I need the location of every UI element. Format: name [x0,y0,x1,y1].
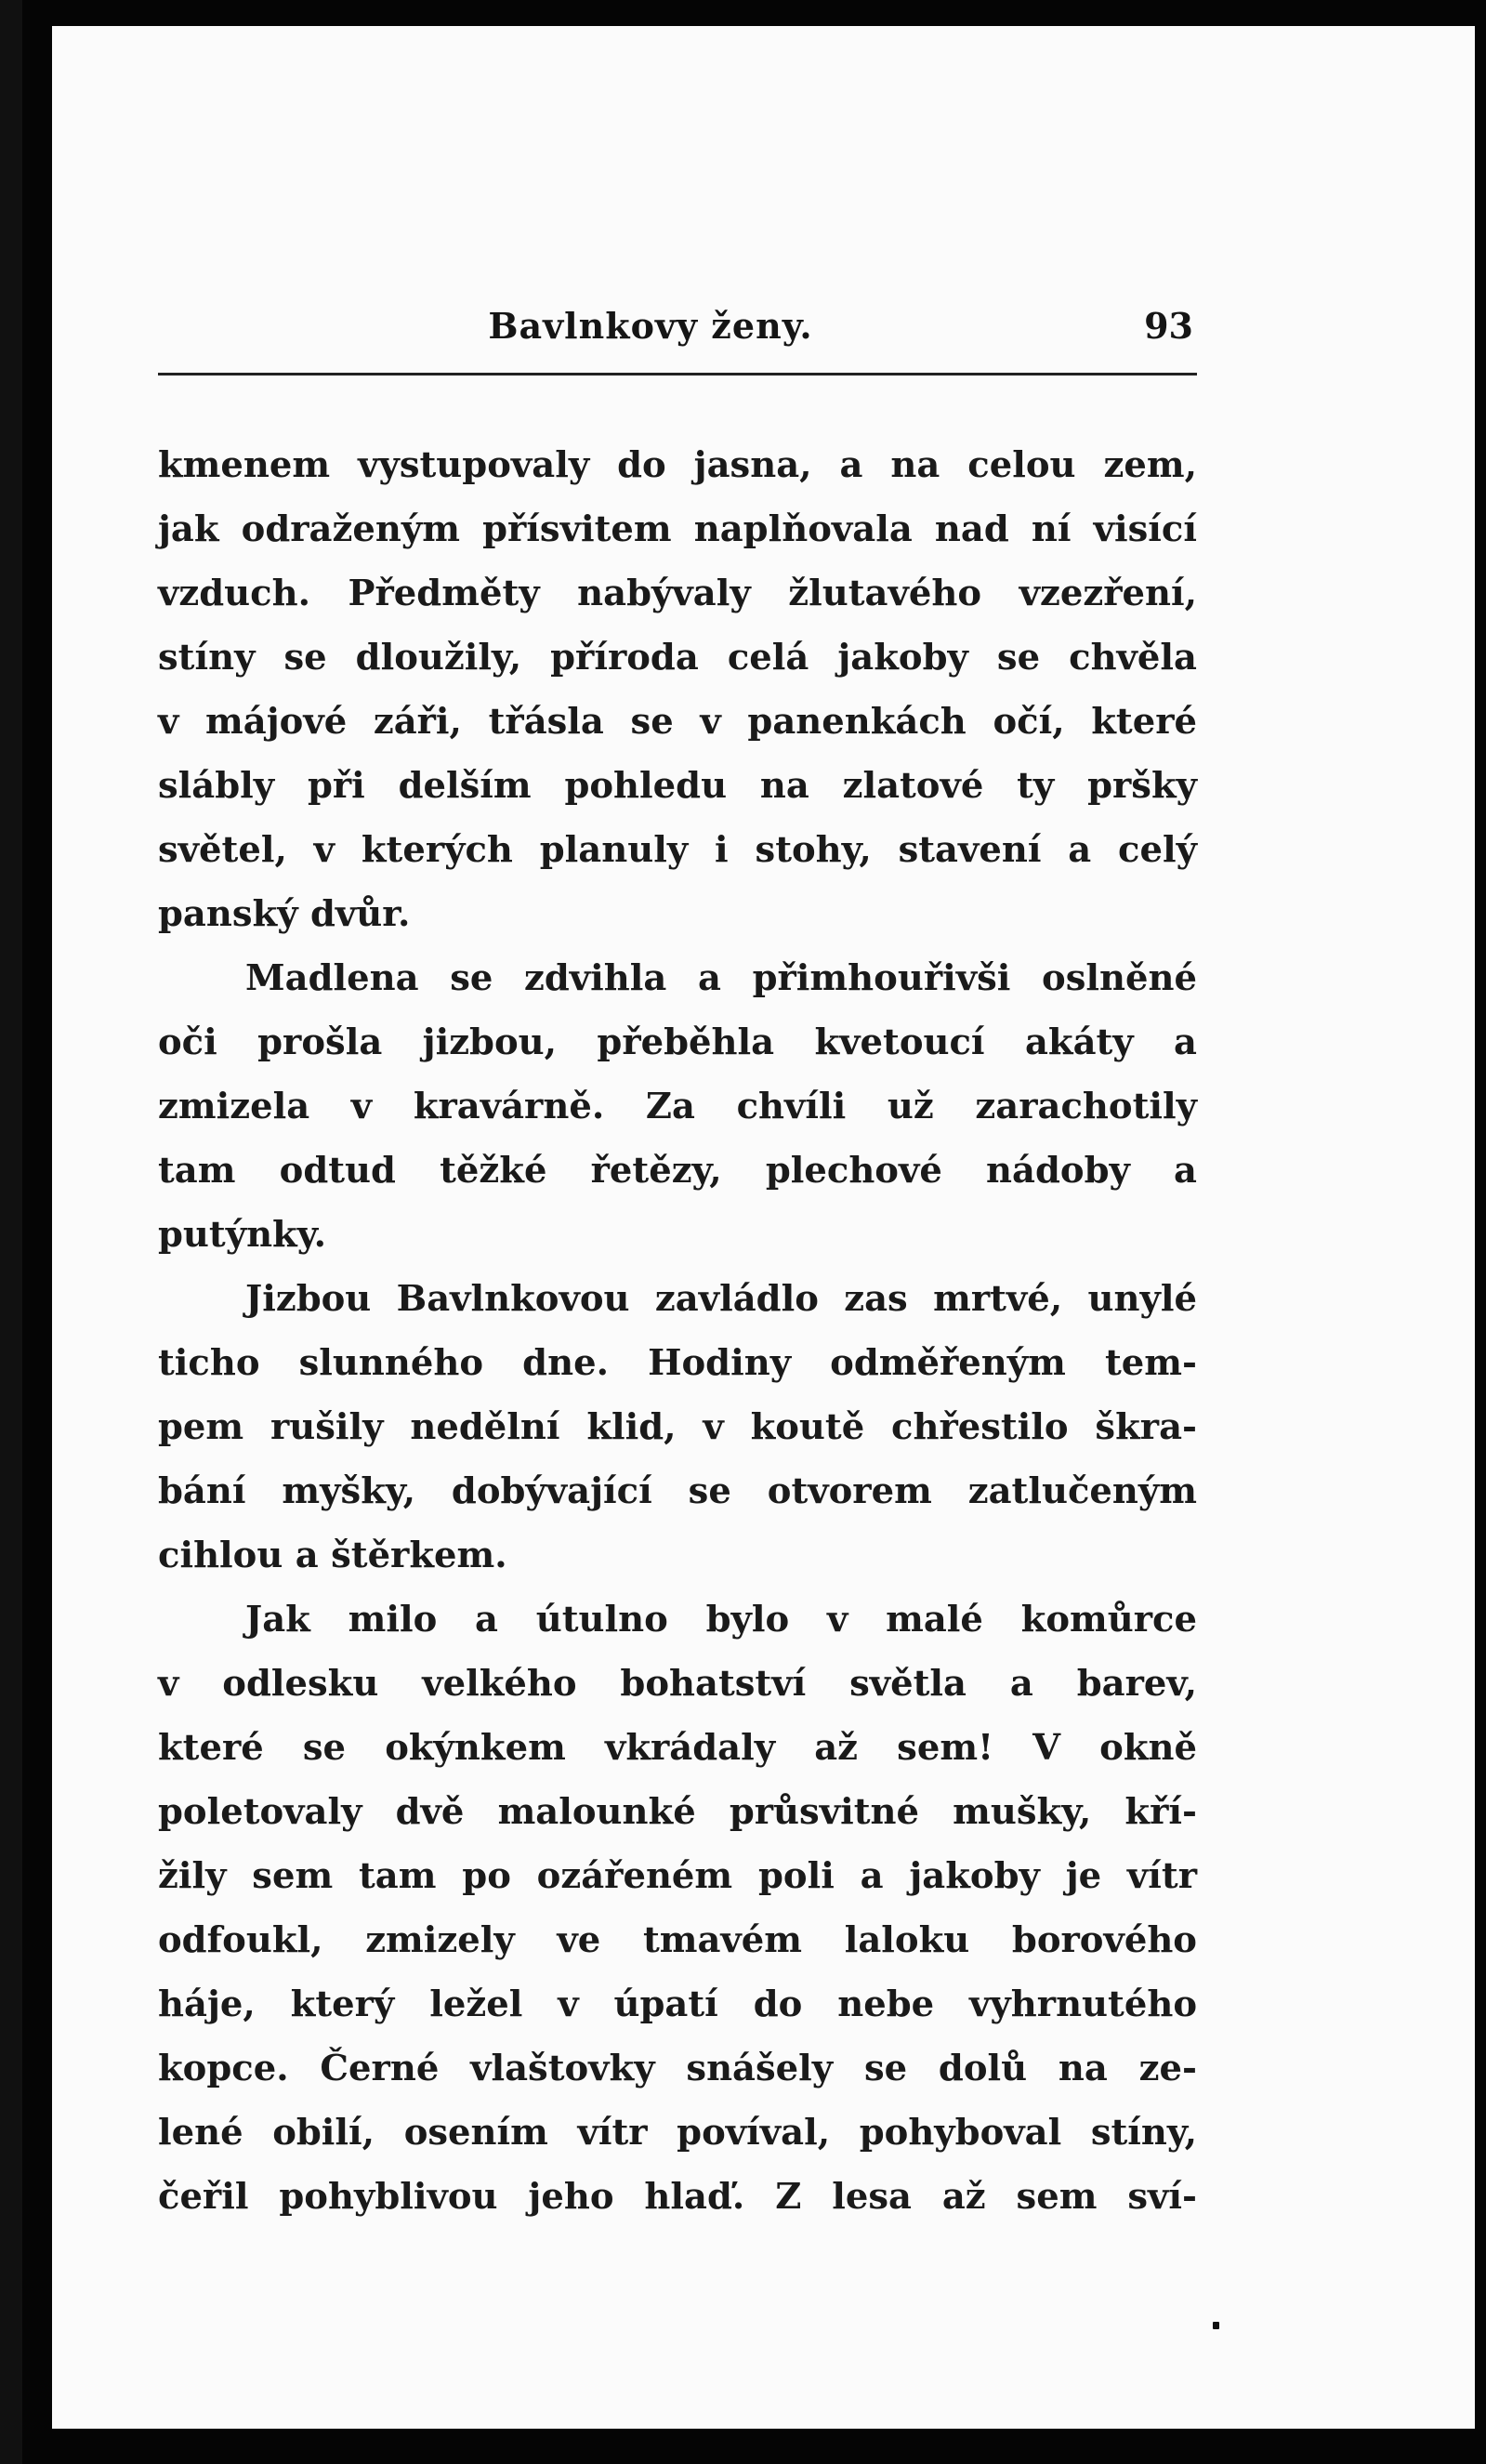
paragraph [158,433,1197,946]
text-line: vzduch. Předměty nabývaly žlutavého vzezření, [158,573,1197,614]
text-line: lené obilí, osením vítr povíval, pohyboval stíny, [158,2112,1197,2154]
text-line: v májové záři, třásla se v panenkách očí, které [158,701,1197,743]
text-line: zmizela v kravárně. Za chvíli už zarachotily [158,1086,1197,1127]
text-line: v odlesku velkého bohatství světla a barev, [158,1663,1197,1705]
text-line: kmenem vystupovaly do jasna, a na celou zem, [158,444,1197,486]
text-line: poletovaly dvě malounké průsvitné mušky, kří- [158,1791,1197,1833]
header-rule [158,373,1197,376]
body-text [158,433,1197,2229]
text-line: ticho slunného dne. Hodiny odměřeným tem- [158,1342,1197,1384]
text-line: pem rušily nedělní klid, v koutě chřestilo škra- [158,1406,1197,1448]
paragraph [158,946,1197,1267]
text-line: putýnky. [158,1214,327,1256]
running-title: Bavlnkovy ženy. [488,305,813,347]
text-line: stíny se dloužily, příroda celá jakoby se chvěla [158,637,1197,679]
paragraph [158,1588,1197,2229]
text-line: háje, který ležel v úpatí do nebe vyhrnutého [158,1983,1197,2025]
running-head [108,305,1193,361]
text-line: slábly při delším pohledu na zlatové ty pršky [158,765,1197,807]
page-number: 93 [1144,305,1193,347]
text-line: odfoukl, zmizely ve tmavém laloku borového [158,1919,1197,1961]
book-page [52,26,1475,2429]
text-line: kopce. Černé vlaštovky snášely se dolů na ze- [158,2048,1197,2089]
text-line: Madlena se zdvihla a přimhouřivši oslněné [245,957,1197,999]
text-line: Jak milo a útulno bylo v malé komůrce [245,1599,1197,1640]
text-line: jak odraženým přísvitem naplňovala nad ní visící [158,508,1197,550]
text-line: žily sem tam po ozářeném poli a jakoby je vítr [158,1855,1197,1897]
text-line: které se okýnkem vkrádaly až sem! V okně [158,1727,1197,1769]
paragraph [158,1267,1197,1588]
text-line: světel, v kterých planuly i stohy, stavení a celý [158,829,1197,871]
text-line: cihlou a štěrkem. [158,1535,507,1576]
text-line: čeřil pohyblivou jeho hlaď. Z lesa až sem sví- [158,2176,1197,2218]
text-line: bání myšky, dobývající se otvorem zatlučeným [158,1470,1197,1512]
ink-speck [1213,2322,1219,2329]
text-line: tam odtud těžké řetězy, plechové nádoby a [158,1150,1197,1192]
text-line: oči prošla jizbou, přeběhla kvetoucí akáty a [158,1021,1197,1063]
text-line: panský dvůr. [158,893,411,935]
text-line: Jizbou Bavlnkovou zavládlo zas mrtvé, unylé [245,1278,1197,1320]
binding-edge [0,0,22,2464]
